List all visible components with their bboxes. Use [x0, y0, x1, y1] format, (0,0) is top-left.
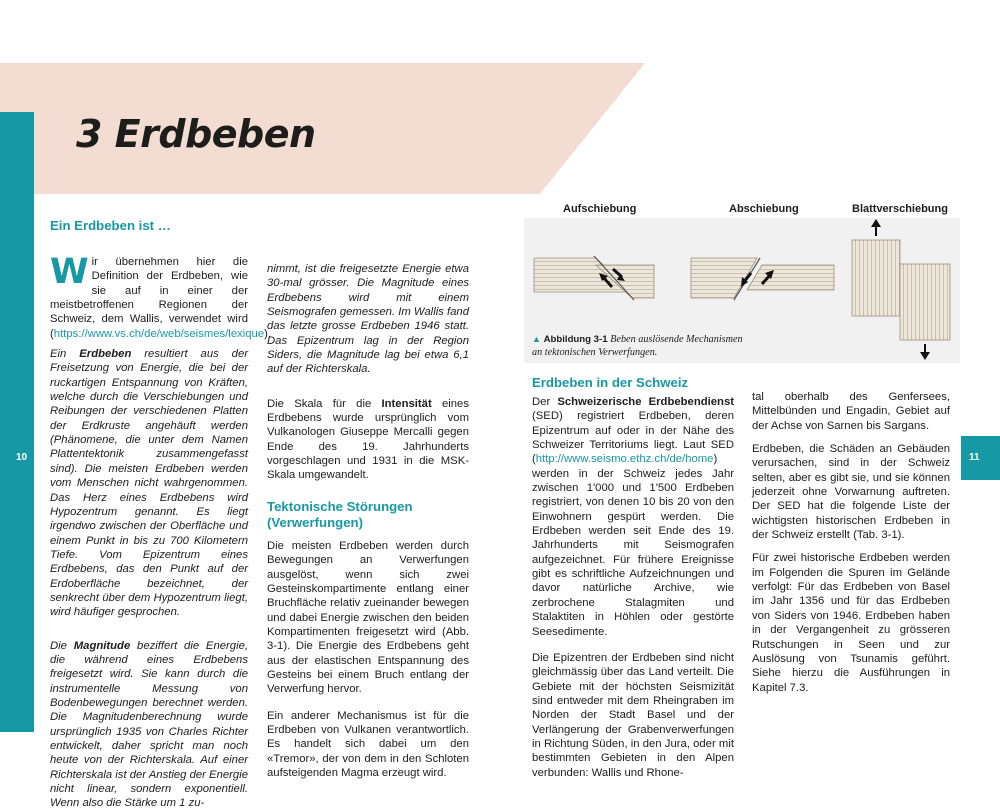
p2-rest: resultiert aus der Freisetzung von Energie, die bei der ruckartigen Entspannung von Kräften, welche durch die Verschiebungen und Reibungen der verschiedenen Platten der Erdkruste angehäuft werden (Phänomene, die unter dem Namen Plattentektonik zusammengefasst sind). Die meisten Erdbeben werden vom Menschen nicht wahrgenommen. Das Herz eines Erdbebens wird Hypozentrum genannt. Es liegt irgendwo zwischen der Oberfläche und einem Punkt in bis zu 700 Kilometern Tiefe. Vom Epizentrum eines Erdbebens, das den Punkt auf der Erdoberfläche bezeichnet, der senkrecht über dem Hypozentrum liegt, wird häufiger gesprochen. [50, 348, 249, 619]
term-magnitude: Magnitude [73, 639, 131, 652]
p3-pre: Die [50, 639, 74, 652]
epicentres-paragraph: Die Epizentren der Erdbeben sind nicht gleichmässig über das Land verteilt. Die Gebiete mit der höchsten Seismizität sind entweder mit dem Rheingraben im Norden der Stadt Basel und der Verlängerung der Grabenverwerfungen in Richtung Süden, in den Jura, oder mit bestimmten Gebieten in den Alpen verbunden: Wallis und Rhone- [532, 651, 734, 779]
page-number-right: 11 [969, 452, 980, 463]
caption-text: Beben auslösende Mechanismen an tektonischen Verwerfungen. [532, 334, 743, 358]
c2-p2-rest: eines Erdbebens wurde ursprünglich vom Vulkanologen Giuseppe Mercalli gegen Ende des 19. Jahrhunderts vorgeschlagen und 1931 in die MSK-Skala umgewandelt. [267, 397, 469, 482]
right-edge-tab [961, 436, 1000, 480]
page-number-left: 10 [16, 452, 28, 463]
term-erdbeben: Erdbeben [79, 348, 132, 361]
p2-pre: Ein [50, 348, 80, 361]
column-4 [752, 390, 950, 695]
sed-paragraph [532, 395, 734, 639]
damage-paragraph: Erdbeben, die Schäden an Gebäuden verursachen, sind in der Schweiz selten, aber es gibt sie, und sie können jederzeit ohne Vorwarnung auftreten. Der SED hat die folgende Liste der wichtigsten historischen Erdbeben in der Schweiz erstellt (Tab. 3-1). [752, 443, 950, 542]
p3-rest: beziffert die Energie, die während eines Erdbebens freigesetzt wird. Sie kann durch die instrumentelle Messung von Bodenbewegungen berechnet werden. Die Magnitudenberechnung wurde ursprünglich 1935 von Charles Richter entwickelt, daher spricht man noch heute von der Richterskala. Auf einer Richterskala ist der Anstieg der Energie nicht linear, sondern exponentiell. Wenn also die Stärke um 1 zu- [50, 639, 248, 810]
section-heading-switzerland: Erdbeben in der Schweiz [532, 375, 689, 390]
term-intensitaet: Intensität [381, 397, 432, 410]
link-vs-lexique[interactable]: https://www.vs.ch/de/web/seismes/lexique [53, 327, 265, 340]
intro-text: ir übernehmen hier die Definition der Erdbeben, wie sie auf in einer der meistbetroffenen Regionen der Schweiz, dem Wallis, verwendet wird ( [50, 256, 248, 340]
intensity-paragraph [267, 397, 469, 483]
drop-cap: W [50, 252, 89, 292]
historic-paragraph: Für zwei historische Erdbeben werden im Folgenden die Spuren im Gelände verfolgt: Für das Erdbeben von Basel im Jahr 1356 und für das Erdbeben von Siders von 1946. Erdbeben haben in der Vergangenheit zu grösseren Rutschungen in Seen und zur Auslösung von Tsunamis geführt. Siehe hierzu die Ausführungen in Kapitel 7.3. [752, 552, 950, 694]
figure-caption [532, 333, 752, 359]
column-1 [50, 218, 272, 811]
left-edge-bar [0, 112, 34, 732]
column-2 [267, 262, 469, 780]
chapter-title: 3 Erdbeben [76, 112, 316, 156]
column-3 [532, 375, 734, 780]
c3-p1-b: ) werden in der Schweiz jedes Jahr zwischen 1'000 und 1'500 Erdbeben registriert, von denen 10 bis 20 von den Einwohnern gespürt werden. Die Erdbeben werden seit Ende des 19. Jahrhunderts mit Seismografen aufgezeichnet. Für frühere Ereignisse gibt es schriftliche Aufzeichnungen und davor natürliche Archive, wie zerbrochene Stalagmiten und Stalaktiten in Höhlen oder gestörte Seesedimente. [532, 453, 734, 638]
c3-p1-a: (SED) registriert Erdbeben, deren Epizentrum auf oder in der Nähe des Schweizer Territoriums liegt. Laut SED ( [532, 410, 734, 466]
volcano-paragraph: Ein anderer Mechanismus ist für die Erdbeben von Vulkanen verantwortlich. Es handelt sich dabei um den «Tremor», der von dem in den Schloten aufsteigenden Magma erzeugt wird. [267, 709, 469, 779]
intro-text-end: ). [264, 327, 272, 340]
figure-label-aufschiebung: Aufschiebung [563, 203, 637, 215]
link-seismo[interactable]: http://www.seismo.ethz.ch/de/home [535, 453, 714, 466]
caption-id: Abbildung 3-1 [543, 334, 608, 345]
caption-triangle-icon: ▲ [532, 334, 541, 344]
magnitude-continued-paragraph: nimmt, ist die freigesetzte Energie etwa 30-mal grösser. Die Magnitude eines Erdbebens wird mit einem Seismografen gemessen. Im Wallis fand das letzte grosse Erdbeben 1946 statt. Das Epizentrum lag in der Region Siders, die Magnitude lag bei etwa 6,1 auf der Richterskala. [267, 263, 469, 376]
c3-p1-pre: Der [532, 396, 558, 408]
intro-paragraph [50, 252, 272, 341]
term-sed: Schweizerische Erdbebendienst [557, 396, 734, 408]
faults-paragraph: Die meisten Erdbeben werden durch Bewegungen an Verwerfungen ausgelöst, wenn sich zwei Gesteinskompartimente entlang einer Bruchfläche relativ zueinander bewegen und dabei Energie zwischen den beiden Kompartimenten freigesetzt wird (Abb. 3-1). Die Energie des Erdbebens geht aus der elastischen Entspannung des Gesteins bei einem Bruch entlang der Verwerfung hervor. [267, 539, 469, 696]
c2-p2-pre: Die Skala für die [267, 397, 382, 410]
section-heading-definition: Ein Erdbeben ist … [50, 218, 171, 233]
earthquake-definition-paragraph [50, 347, 248, 620]
figure-label-blattverschiebung: Blattverschiebung [852, 203, 948, 215]
magnitude-paragraph [50, 639, 248, 811]
regions-continued-paragraph: tal oberhalb des Genfersees, Mittelbünden und Engadin, Gebiet auf der Achse von Sarnen bis Sargans. [752, 391, 950, 432]
section-heading-faults: Tektonische Störungen (Verwerfungen) [267, 498, 413, 530]
figure-label-abschiebung: Abschiebung [729, 203, 799, 215]
